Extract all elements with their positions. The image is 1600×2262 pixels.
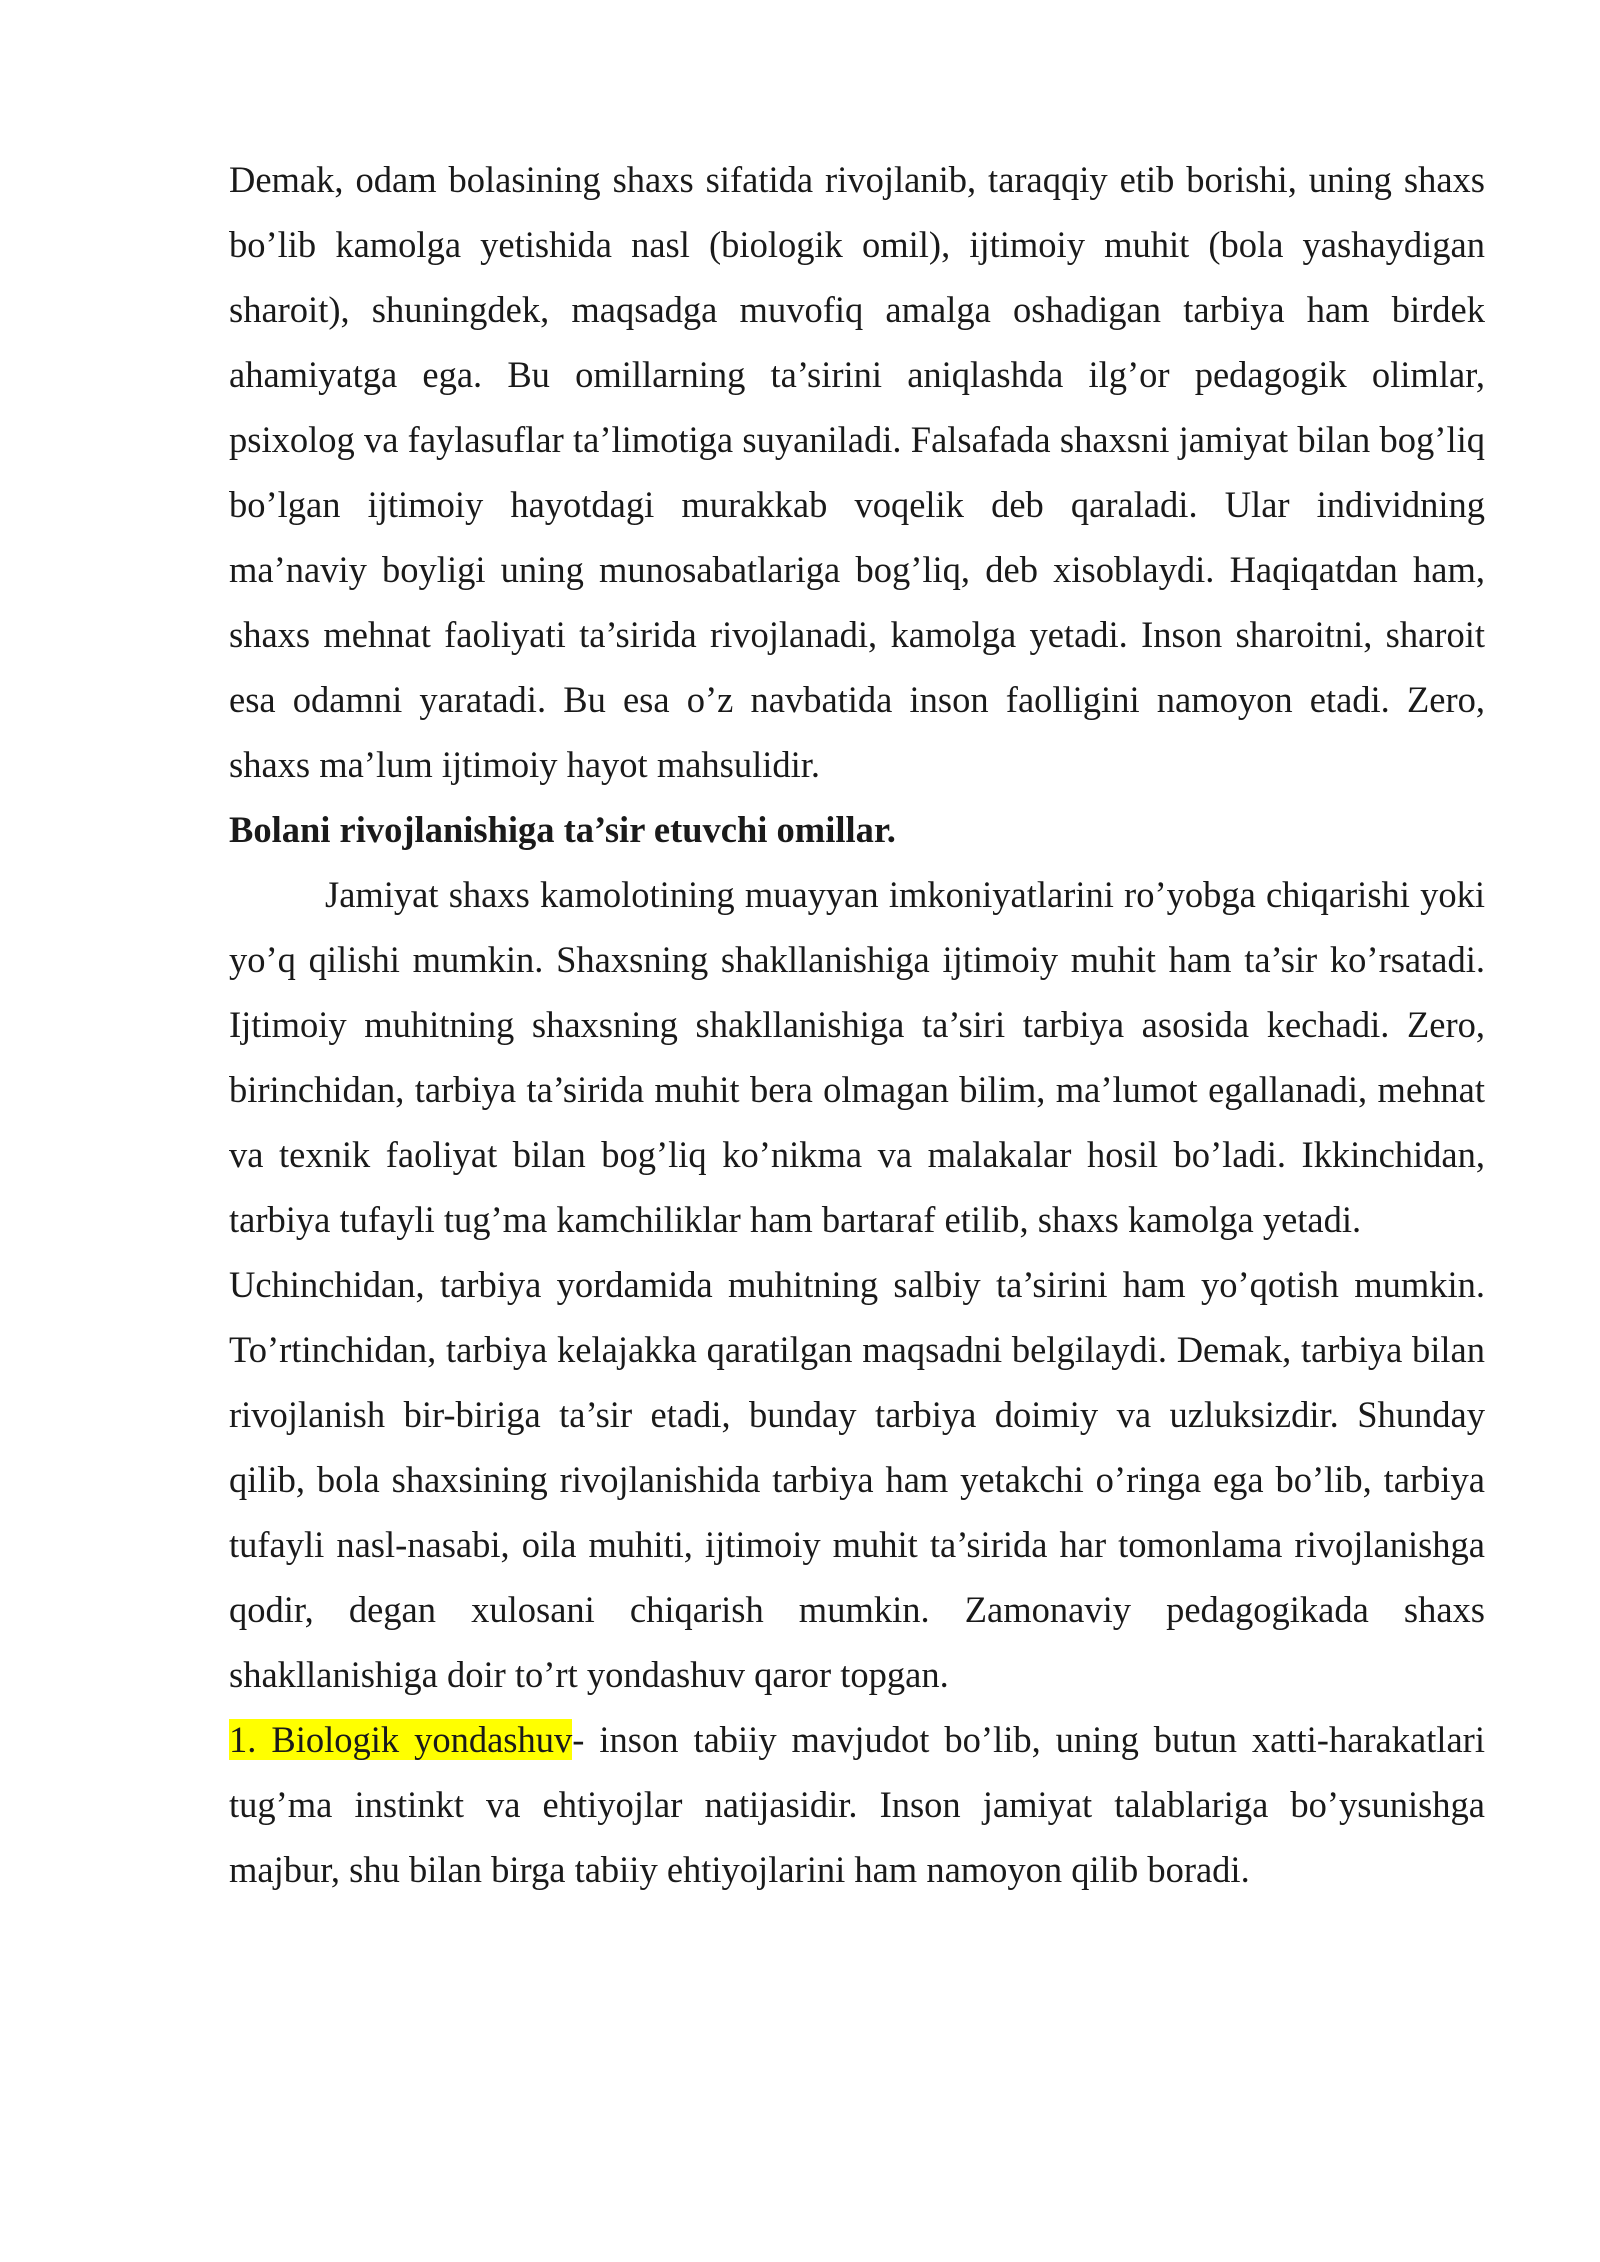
paragraph-1: Demak, odam bolasining shaxs sifatida rivojlanib, taraqqiy etib borishi, uning shaxs bo’lib kamolga yetishida nasl (biologik omil), ijtimoiy muhit (bola yashaydigan sharoit), shuningdek, maqsadga muvofiq amalga oshadigan tarbiya ham birdek ahamiyatga ega. Bu omillarning ta’sirini aniqlashda ilg’or pedagogik olimlar, psixolog va faylasuflar ta’limotiga suyaniladi. Falsafada shaxsni jamiyat bilan bog’liq bo’lgan ijtimoiy hayotdagi murakkab voqelik deb qaraladi. Ular individning ma’naviy boyligi uning munosabatlariga bog’liq, deb xisoblaydi. Haqiqatdan ham, shaxs mehnat faoliyati ta’sirida rivojlanadi, kamolga yetadi. Inson sharoitni, sharoit esa odamni yaratadi. Bu esa o’z navbatida inson faolligini namoyon etadi. Zero, shaxs ma’lum ijtimoiy hayot mahsulidir.	[229, 159, 1485, 785]
paragraph-2: Jamiyat shaxs kamolotining muayyan imkoniyatlarini ro’yobga chiqarishi yoki yo’q qilishi mumkin. Shaxsning shakllanishiga ijtimoiy muhit ham ta’sir ko’rsatadi. Ijtimoiy muhitning shaxsning shakllanishiga ta’siri tarbiya asosida kechadi. Zero, birinchidan, tarbiya ta’sirida muhit bera olmagan bilim, ma’lumot egallanadi, mehnat va texnik faoliyat bilan bog’liq ko’nikma va malakalar hosil bo’ladi. Ikkinchidan, tarbiya tufayli tug’ma kamchiliklar ham bartaraf etilib, shaxs kamolga yetadi.	[229, 874, 1485, 1240]
paragraph-3: Uchinchidan, tarbiya yordamida muhitning salbiy ta’sirini ham yo’qotish mumkin. To’rtinchidan, tarbiya kelajakka qaratilgan maqsadni belgilaydi. Demak, tarbiya bilan rivojlanish bir-biriga ta’sir etadi, bunday tarbiya doimiy va uzluksizdir. Shunday qilib, bola shaxsining rivojlanishida tarbiya ham yetakchi o’ringa ega bo’lib, tarbiya tufayli nasl-nasabi, oila muhiti, ijtimoiy muhit ta’sirida har tomonlama rivojlanishga qodir, degan xulosani chiqarish mumkin. Zamonaviy pedagogikada shaxs shakllanishiga doir to’rt yondashuv qaror topgan.	[229, 1264, 1485, 1695]
paragraph-4	[229, 1707, 1485, 1902]
section-heading: Bolani rivojlanishiga ta’sir etuvchi omillar.	[229, 809, 896, 850]
highlighted-term: 1. Biologik yondashuv	[229, 1719, 573, 1760]
document-body	[229, 147, 1485, 1902]
paragraph-4-text: - inson tabiiy mavjudot bo’lib, uning butun xatti-harakatlari tug’ma instinkt va ehtiyojlar natijasidir. Inson jamiyat talablariga bo’ysunishga majbur, shu bilan birga tabiiy ehtiyojlarini ham namoyon qilib boradi.	[229, 1719, 1485, 1890]
